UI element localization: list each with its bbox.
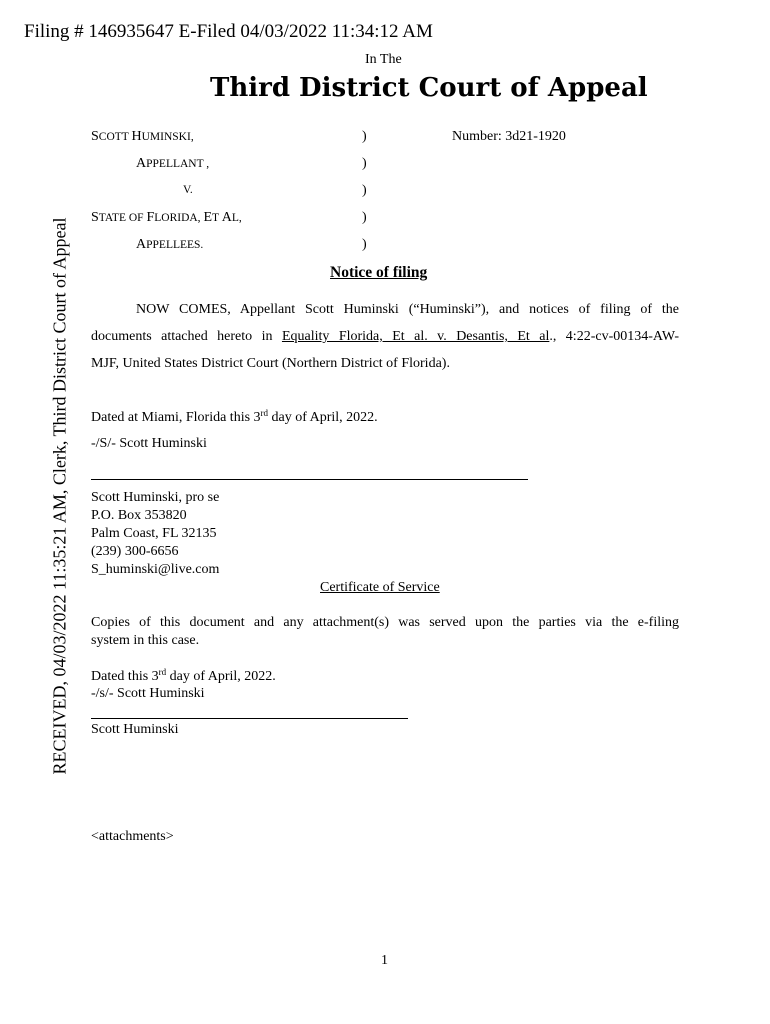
- caption-paren: ): [362, 237, 367, 252]
- address-email: S_huminski@live.com: [91, 562, 220, 577]
- versus-label: V.: [183, 184, 193, 196]
- caption-paren: ): [362, 129, 367, 144]
- signature-name-2: Scott Huminski: [91, 722, 179, 737]
- certificate-line-2: system in this case.: [91, 633, 200, 648]
- party1-name: SCOTT HUMINSKI,: [91, 129, 194, 144]
- address-phone: (239) 300-6656: [91, 544, 179, 559]
- dated-line-2: Dated this 3rd day of April, 2022.: [91, 667, 276, 684]
- party2-role: APPELLEES.: [136, 237, 204, 252]
- case-reference: Equality Florida, Et al. v. Desantis, Et al: [281, 329, 550, 344]
- address-city: Palm Coast, FL 32135: [91, 526, 217, 541]
- certificate-title: Certificate of Service: [320, 580, 440, 595]
- in-the-label: In The: [365, 52, 402, 67]
- signature-line-2: -/s/- Scott Huminski: [91, 686, 205, 701]
- case-number: Number: 3d21-1920: [452, 129, 566, 144]
- party2-name: STATE OF FLORIDA, ET AL,: [91, 210, 242, 225]
- signature-line-1: -/S/- Scott Huminski: [91, 436, 207, 451]
- caption-paren: ): [362, 156, 367, 171]
- filing-header: Filing # 146935647 E-Filed 04/03/2022 11:34:12 AM: [24, 21, 433, 42]
- signature-rule-1: [91, 479, 528, 480]
- party1-role: APPELLANT ,: [136, 156, 210, 171]
- certificate-line-1: Copies of this document and any attachment(s) was served upon the parties via the e-filing: [91, 615, 679, 630]
- caption-paren: ): [362, 210, 367, 225]
- body-line-2: documents attached hereto in Equality Florida, Et al. v. Desantis, Et al., 4:22-cv-00134-AW-: [91, 329, 679, 344]
- address-name: Scott Huminski, pro se: [91, 490, 220, 505]
- page-number: 1: [381, 953, 388, 968]
- address-po-box: P.O. Box 353820: [91, 508, 187, 523]
- body-line-1: NOW COMES, Appellant Scott Huminski (“Huminski”), and notices of filing of the: [136, 302, 679, 317]
- signature-rule-2: [91, 718, 408, 719]
- notice-title: Notice of filing: [330, 264, 428, 281]
- attachments-placeholder: <attachments>: [91, 829, 174, 844]
- dated-line: Dated at Miami, Florida this 3rd day of April, 2022.: [91, 408, 378, 425]
- body-line-3: MJF, United States District Court (Northern District of Florida).: [91, 356, 450, 371]
- court-name: Third District Court of Appeal: [210, 73, 648, 103]
- caption-paren: ): [362, 183, 367, 198]
- received-stamp: RECEIVED, 04/03/2022 11:35:21 AM, Clerk, Third District Court of Appeal: [49, 217, 70, 775]
